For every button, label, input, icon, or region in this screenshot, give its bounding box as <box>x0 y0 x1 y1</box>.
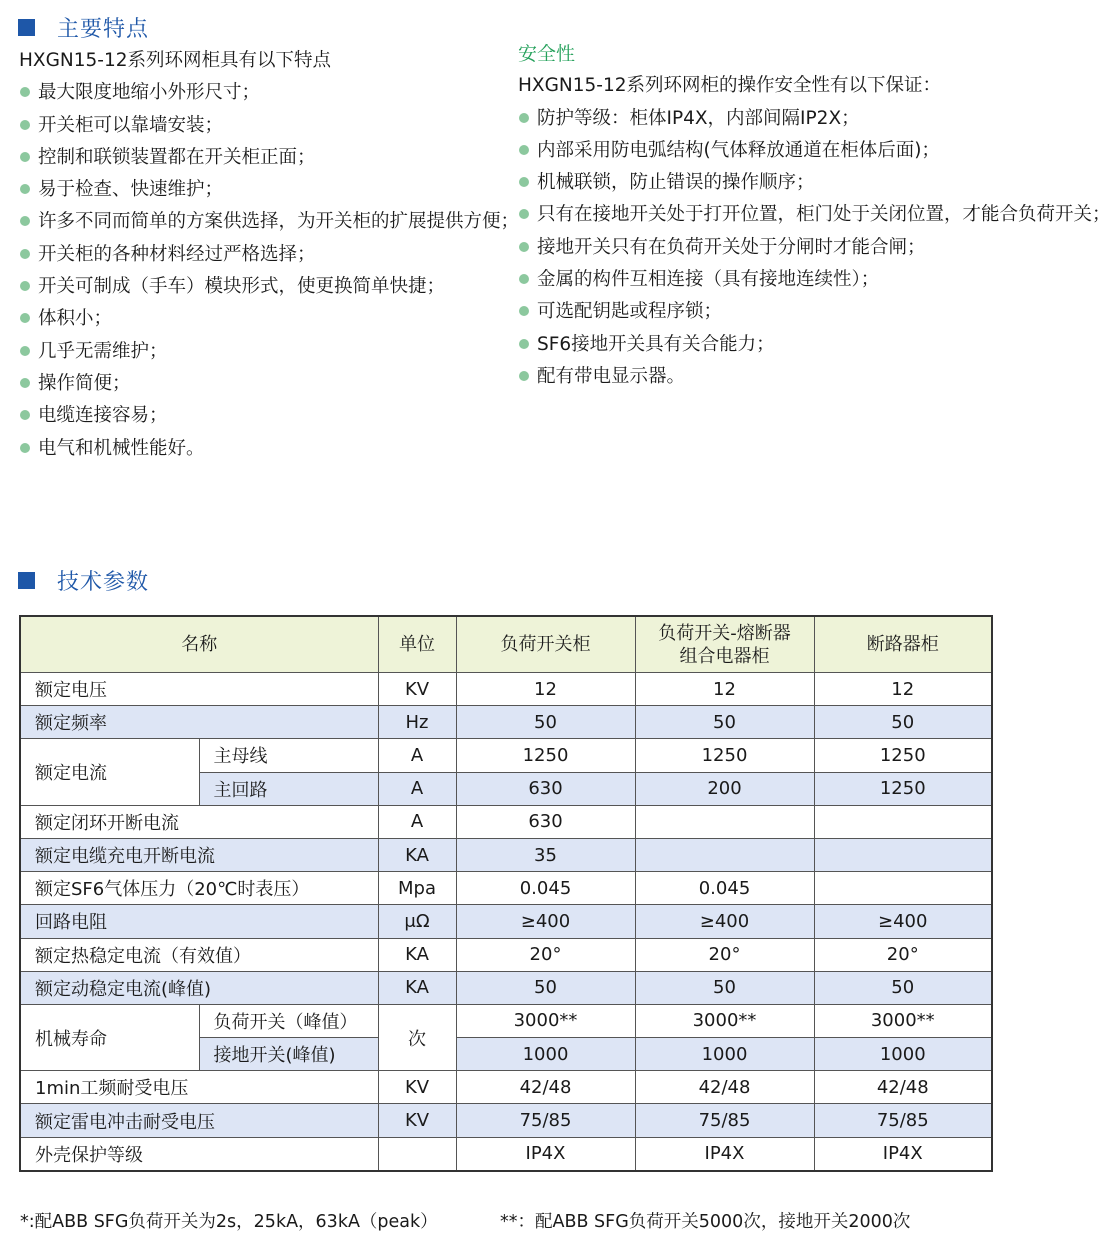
table-row: 额定雷电冲击耐受电压 KV 75/85 75/85 75/85 <box>20 1104 992 1137</box>
table-row: 额定电流 主母线 A 1250 1250 1250 <box>20 739 992 772</box>
feature-item: 体积小； <box>19 303 494 335</box>
safety-item: 可选配钥匙或程序锁； <box>518 296 996 328</box>
feature-item: 开关柜可以靠墙安装； <box>19 110 494 142</box>
bullet-icon <box>519 113 529 123</box>
table-row: 主回路 A 630 200 1250 <box>20 772 992 805</box>
bullet-icon <box>20 378 30 388</box>
table-row: 额定频率 Hz 50 50 50 <box>20 706 992 739</box>
bullet-icon <box>20 120 30 130</box>
feature-item: 开关可制成（手车）模块形式，使更换简单快捷； <box>19 271 494 303</box>
bullet-icon <box>20 249 30 259</box>
bullet-icon <box>20 346 30 356</box>
safety-item: 只有在接地开关处于打开位置，柜门处于关闭位置，才能合负荷开关； <box>518 199 996 231</box>
blue-square-icon <box>18 19 35 36</box>
features-intro: HXGN15-12系列环网柜具有以下特点 <box>19 50 332 71</box>
features-title: 主要特点 <box>57 16 150 42</box>
table-row: 额定动稳定电流(峰值) KA 50 50 50 <box>20 971 992 1004</box>
bullet-icon <box>20 152 30 162</box>
feature-item: 最大限度地缩小外形尺寸； <box>19 77 494 109</box>
table-row: 回路电阻 μΩ ≥400 ≥400 ≥400 <box>20 905 992 938</box>
bullet-icon <box>519 306 529 316</box>
safety-item: 金属的构件互相连接（具有接地连续性）； <box>518 264 996 296</box>
feature-item: 电缆连接容易； <box>19 400 494 432</box>
bullet-icon <box>20 216 30 226</box>
header-name: 名称 <box>20 616 378 673</box>
table-row: 额定闭环开断电流 A 630 <box>20 805 992 838</box>
feature-item: 操作简便； <box>19 368 494 400</box>
header-load-switch: 负荷开关柜 <box>456 616 635 673</box>
safety-item: 接地开关只有在负荷开关处于分闸时才能合闸； <box>518 232 996 264</box>
table-row: 1min工频耐受电压 KV 42/48 42/48 42/48 <box>20 1071 992 1104</box>
safety-item: 防护等级：柜体IP4X，内部间隔IP2X； <box>518 103 996 135</box>
spec-table <box>19 615 993 1172</box>
feature-item: 开关柜的各种材料经过严格选择； <box>19 239 494 271</box>
footnote-single-star: *:配ABB SFG负荷开关为2s，25kA，63kA（peak） <box>20 1212 438 1232</box>
feature-item: 电气和机械性能好。 <box>19 433 494 465</box>
bullet-icon <box>519 274 529 284</box>
bullet-icon <box>20 443 30 453</box>
table-row: 额定热稳定电流（有效值） KA 20° 20° 20° <box>20 938 992 971</box>
bullet-icon <box>519 177 529 187</box>
tech-title: 技术参数 <box>57 569 150 595</box>
safety-intro: HXGN15-12系列环网柜的操作安全性有以下保证： <box>518 75 942 97</box>
header-breaker: 断路器柜 <box>814 616 992 673</box>
blue-square-icon <box>18 572 35 589</box>
table-row: 外壳保护等级 IP4X IP4X IP4X <box>20 1137 992 1171</box>
bullet-icon <box>20 184 30 194</box>
bullet-icon <box>519 339 529 349</box>
header-unit: 单位 <box>378 616 456 673</box>
bullet-icon <box>519 209 529 219</box>
bullet-icon <box>20 281 30 291</box>
tech-section-title <box>18 564 149 596</box>
safety-title: 安全性 <box>518 43 576 65</box>
table-row: 额定SF6气体压力（20℃时表压） Mpa 0.045 0.045 <box>20 872 992 905</box>
bullet-icon <box>519 145 529 155</box>
safety-item: 配有带电显示器。 <box>518 361 996 393</box>
safety-item: SF6接地开关具有关合能力； <box>518 329 996 361</box>
safety-item: 内部采用防电弧结构(气体释放通道在柜体后面)； <box>518 135 996 167</box>
features-list <box>19 45 520 465</box>
bullet-icon <box>519 371 529 381</box>
bullet-icon <box>20 313 30 323</box>
bullet-icon <box>20 87 30 97</box>
safety-list <box>518 38 1111 393</box>
table-row: 额定电压 KV 12 12 12 <box>20 673 992 706</box>
feature-item: 几乎无需维护； <box>19 336 494 368</box>
feature-item: 控制和联锁装置都在开关柜正面； <box>19 142 494 174</box>
bullet-icon <box>20 410 30 420</box>
header-fuse-combo: 负荷开关-熔断器 组合电器柜 <box>635 616 814 673</box>
safety-item: 机械联锁，防止错误的操作顺序； <box>518 167 996 199</box>
table-header-row <box>20 616 992 673</box>
feature-item: 许多不同而简单的方案供选择，为开关柜的扩展提供方便； <box>19 206 494 238</box>
footnote-double-star: **：配ABB SFG负荷开关5000次，接地开关2000次 <box>500 1212 911 1232</box>
bullet-icon <box>519 242 529 252</box>
features-section-title <box>18 11 149 43</box>
feature-item: 易于检查、快速维护； <box>19 174 494 206</box>
table-row: 额定电缆充电开断电流 KA 35 <box>20 838 992 871</box>
table-row: 机械寿命 负荷开关（峰值） 次 3000** 3000** 3000** <box>20 1004 992 1037</box>
table-row: 接地开关(峰值) 1000 1000 1000 <box>20 1038 992 1071</box>
